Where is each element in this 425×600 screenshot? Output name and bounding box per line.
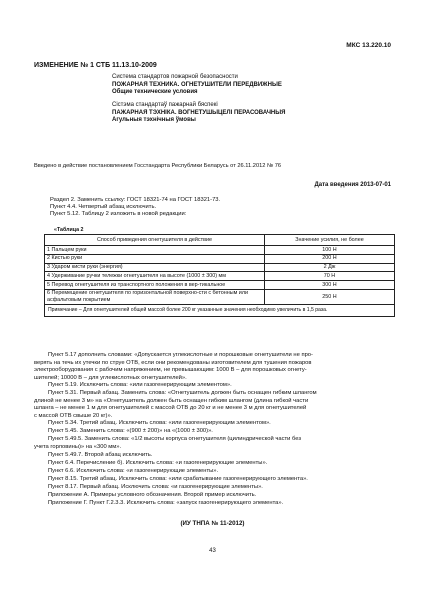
table-row (45, 272, 395, 281)
table-row (45, 246, 395, 255)
by-title-line-2: ПАЖАРНАЯ ТЭХНІКА. ВОГНЕТУШЫЦЕЛІ ПЕРАСОВАЧНЫЯ (112, 109, 286, 116)
paragraph-line: учета горловины)» на «300 мм». (34, 443, 122, 450)
table-header-method: Способ приведения огнетушителя в действие (45, 235, 265, 246)
paragraph-5-34 (34, 420, 394, 428)
enactment-statement: Введено в действие постановлением Госстандарта Республики Беларусь от 26.11.2012 № 76 (34, 163, 282, 169)
ru-title-line-2: ПОЖАРНАЯ ТЕХНИКА. ОГНЕТУШИТЕЛИ ПЕРЕДВИЖНЫЕ (112, 81, 282, 88)
paragraph-line: с массой ОТВ свыше 20 кг)». (34, 412, 113, 419)
table-row (45, 281, 395, 290)
paragraph-5-31 (34, 390, 394, 421)
by-title-line-3: Агульныя тэхнічныя ўмовы (112, 117, 196, 123)
table-cell-value: 300 Н (265, 281, 395, 290)
section-line: Пункт 5.12. Таблицу 2 изложить в новой редакции: (50, 211, 187, 217)
paragraph-line: электрооборудования с рабочим напряжением, не превышающим: 1000 В – для порошковых огнету- (34, 367, 307, 374)
page-number: 43 (209, 548, 216, 554)
paragraph-line: Приложение А. Примеры условного обозначения. Второй пример исключить. (48, 492, 257, 498)
table-cell-value: 200 Н (265, 254, 395, 263)
ru-title-line-1: Система стандартов пожарной безопасности (112, 74, 238, 80)
table-caption: «Таблица 2 (54, 227, 84, 233)
paragraph-line: Пункт 5.17 дополнить словами: «Допускается углекислотные и порошковые огнетушители не про- (48, 352, 313, 358)
table-cell-value: 70 Н (265, 272, 395, 281)
paragraph-6-6 (34, 468, 394, 476)
russian-title-block (112, 74, 392, 97)
paragraph-line: шланга – не менее 1 м для огнетушителей с массой ОТВ до 20 кг и не менее 3 м для огнетушителей (34, 405, 307, 412)
table-note: Примечание – Для огнетушителей общей массой более 200 кг указанные значения необходимо увеличить в 1,5 раза. (45, 305, 395, 316)
classification-code: МКС 13.220.10 (346, 42, 391, 49)
effective-date: Дата введения 2013-07-01 (314, 182, 391, 188)
paragraph-5-19 (34, 382, 394, 390)
table-cell-method: 2 Кистью руки (45, 254, 265, 263)
table-note-row (45, 305, 395, 316)
paragraph-line: Пункт 8.15. Третий абзац. Исключить слова: «или срабатывание газогенерирующего элемента». (48, 476, 308, 482)
paragraph-line: длиной не менее 3 м» на «Огнетушитель должен быть оснащен гибким шлангом (длина гибкой части (34, 397, 309, 404)
table-header-row (45, 235, 395, 246)
paragraph-line: верять на течь их утечки по струе ОТВ, если они рекомендованы изготовителем для тушения пожаров (34, 359, 312, 366)
paragraph-line: Пункт 6.4. Перечисление б). Исключить слова: «и газогенерирующие элементы». (48, 460, 268, 466)
paragraph-appendix-a (34, 492, 394, 500)
table-cell-method: 4 Удерживание ручки тележки огнетушителя на высоте (1000 ± 300) мм (45, 272, 265, 281)
belarusian-title-block (112, 102, 392, 125)
paragraph-8-15 (34, 476, 394, 484)
paragraph-6-4 (34, 460, 394, 468)
paragraph-5-45 (34, 428, 394, 436)
paragraph-line: Пункт 5.19. Исключить слова: «или газогенерирующим элементом». (48, 382, 232, 388)
paragraph-line: Пункт 5.45. Заменить слова: «(900 ± 200)» на «(1000 ± 300)». (48, 428, 213, 434)
by-title-line-1: Сістэма стандартаў пажарнай бяспекі (112, 102, 218, 108)
amendment-title: ИЗМЕНЕНИЕ № 1 СТБ 11.13.10-2009 (34, 62, 157, 69)
paragraph-line: Пункт 5.49.7. Второй абзац исключить. (48, 452, 153, 458)
paragraph-line: Приложение Г. Пункт Г.2.3.3. Исключить слова: «запуск газогенерирующего элемента». (48, 500, 284, 506)
table-cell-method: 3 Ударом кисти руки (энергия) (45, 263, 265, 272)
paragraph-line: Пункт 5.34. Третий абзац. Исключить слова: «или газогенерирующим элементом». (48, 420, 271, 426)
paragraph-8-17 (34, 484, 394, 492)
table-cell-method: 1 Пальцем руки (45, 246, 265, 255)
paragraph-line: Пункт 8.17. Первый абзац. Исключить слова: «и газогенерирующие элементы». (48, 484, 263, 490)
table-cell-value: 250 Н (265, 289, 395, 305)
force-table (44, 234, 395, 317)
document-reference: (ИУ ТНПА № 11-2012) (180, 520, 245, 527)
table-row (45, 289, 395, 305)
table-row (45, 263, 395, 272)
paragraph-5-17 (34, 352, 394, 383)
paragraph-line: Пункт 5.49.5. Заменить слова: «1/2 высоты корпуса огнетушителя (цилиндрической части без (48, 436, 302, 442)
table-cell-value: 2 Дж (265, 263, 395, 272)
ru-title-line-3: Общие технические условия (112, 89, 198, 95)
section-line: Пункт 4.4. Четвертый абзац исключить. (50, 204, 157, 210)
table-row (45, 254, 395, 263)
table-cell-method: 6 Перемещение огнетушителя по горизонтальной поверхно-сти с бетонным или асфальтовым покрытием (45, 289, 265, 305)
table-cell-method: 5 Перевод огнетушителя из транспортного положения в вер-тикальное (45, 281, 265, 290)
paragraph-line: шителей; 10000 В – для углекислотных огнетушителей». (34, 374, 187, 381)
table-cell-value: 100 Н (265, 246, 395, 255)
paragraph-5-49-7 (34, 452, 394, 460)
paragraph-appendix-g (34, 500, 394, 508)
paragraph-5-49-5 (34, 436, 394, 451)
section-line: Раздел 2. Заменить ссылку: ГОСТ 18321-74 на ГОСТ 18321-73. (50, 197, 221, 203)
paragraph-line: Пункт 6.6. Исключить слова: «и газогенерирующие элементы». (48, 468, 219, 474)
table-header-force: Значение усилия, не более (265, 235, 395, 246)
paragraph-line: Пункт 5.31. Первый абзац. Заменить слова: «Огнетушитель должен быть оснащен гибким шлангом (48, 390, 317, 396)
